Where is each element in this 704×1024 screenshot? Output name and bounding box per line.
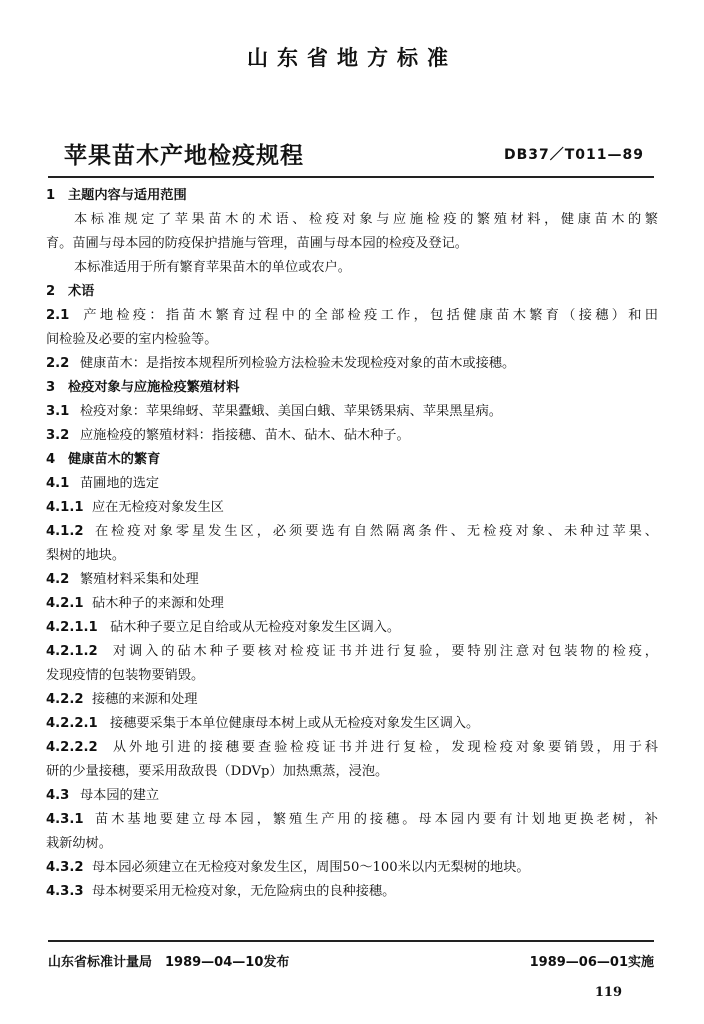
- clause-text: 砧木种子要立足自给或从无检疫对象发生区调入。: [110, 620, 401, 635]
- clause-number: 4.2.1: [46, 596, 84, 611]
- clause-text: 梨树的地块。: [46, 548, 126, 563]
- clause-text: 繁殖材料采集和处理: [80, 572, 199, 587]
- text-line: [46, 472, 658, 496]
- clause-text: 育。苗圃与母本园的防疫保护措施与管理，苗圃与母本园的检疫及登记。: [46, 236, 468, 251]
- page-number: 119: [594, 985, 622, 1000]
- clause-number: 3.1: [46, 404, 70, 419]
- clause-number: 2.1: [46, 308, 70, 323]
- clause-number: 1: [46, 188, 56, 203]
- clause-number: 4.2.2: [46, 692, 84, 707]
- clause-text: 苗木基地要建立母本园，繁殖生产用的接穗。母本园内要有计划地更换老树，补: [92, 812, 658, 827]
- standard-category-header: 山东省地方标准: [247, 46, 457, 70]
- heading-text: 检疫对象与应施检疫繁殖材料: [68, 380, 240, 395]
- clause-text: 母本树要采用无检疫对象，无危险病虫的良种接穗。: [92, 884, 396, 899]
- text-line: [46, 400, 658, 424]
- top-rule-divider: [48, 176, 654, 178]
- effective-date: 1989—06—01实施: [529, 955, 654, 970]
- clause-text: 接穗的来源和处理: [92, 692, 198, 707]
- text-line: [46, 424, 658, 448]
- clause-text: 间检验及必要的室内检验等。: [46, 332, 218, 347]
- text-line: [46, 256, 658, 280]
- heading-text: 健康苗木的繁育: [68, 452, 161, 467]
- heading-text: 主题内容与适用范围: [68, 188, 187, 203]
- text-line: [46, 304, 658, 328]
- clause-number: 4: [46, 452, 56, 467]
- document-body: [46, 184, 658, 904]
- clause-number: 3: [46, 380, 56, 395]
- text-line: [46, 640, 658, 664]
- text-line: [46, 784, 658, 808]
- clause-text: 应在无检疫对象发生区: [92, 500, 224, 515]
- clause-number: 4.1.1: [46, 500, 84, 515]
- text-line: [46, 832, 658, 856]
- text-line: [46, 736, 658, 760]
- clause-text: 母本园必须建立在无检疫对象发生区，周围50～100米以内无梨树的地块。: [92, 860, 530, 875]
- text-line: [46, 352, 658, 376]
- issuer-release-date: 山东省标准计量局 1989—04—10发布: [48, 955, 290, 970]
- clause-number: 4.3.2: [46, 860, 84, 875]
- clause-text: 砧木种子的来源和处理: [92, 596, 224, 611]
- text-line: [46, 712, 658, 736]
- clause-number: 4.2: [46, 572, 70, 587]
- text-line: [46, 808, 658, 832]
- clause-text: 本标准规定了苹果苗木的术语、检疫对象与应施检疫的繁殖材料，健康苗木的繁: [74, 212, 658, 227]
- document-title: 苹果苗木产地检疫规程: [64, 143, 304, 169]
- text-line: [46, 592, 658, 616]
- clause-number: 4.3: [46, 788, 70, 803]
- clause-number: 3.2: [46, 428, 70, 443]
- clause-number: 4.2.2.2: [46, 740, 98, 755]
- clause-text: 产地检疫：指苗木繁育过程中的全部检疫工作，包括健康苗木繁育（接穗）和田: [80, 308, 658, 323]
- section-heading: [46, 280, 658, 304]
- clause-text: 对调入的砧木种子要核对检疫证书并进行复验，要特别注意对包装物的检疫，: [110, 644, 658, 659]
- heading-text: 术语: [68, 284, 95, 299]
- clause-text: 健康苗木：是指按本规程所列检验方法检验未发现检疫对象的苗木或接穗。: [80, 356, 516, 371]
- text-line: [46, 208, 658, 232]
- text-line: [46, 544, 658, 568]
- clause-text: 从外地引进的接穗要查验检疫证书并进行复检，发现检疫对象要销毁，用于科: [110, 740, 658, 755]
- text-line: [46, 688, 658, 712]
- bottom-rule-divider: [48, 940, 654, 942]
- clause-text: 苗圃地的选定: [80, 476, 160, 491]
- clause-text: 在检疫对象零星发生区，必须要选有自然隔离条件、无检疫对象、未种过苹果、: [92, 524, 658, 539]
- text-line: [46, 520, 658, 544]
- text-line: [46, 880, 658, 904]
- clause-number: 4.2.2.1: [46, 716, 98, 731]
- text-line: [46, 496, 658, 520]
- text-line: [46, 856, 658, 880]
- clause-number: 4.3.3: [46, 884, 84, 899]
- section-heading: [46, 376, 658, 400]
- clause-text: 栽新幼树。: [46, 836, 112, 851]
- text-line: [46, 664, 658, 688]
- document-code: DB37／T011—89: [503, 147, 644, 163]
- clause-text: 应施检疫的繁殖材料：指接穗、苗木、砧木、砧木种子。: [80, 428, 410, 443]
- clause-text: 接穗要采集于本单位健康母本树上或从无检疫对象发生区调入。: [110, 716, 480, 731]
- text-line: [46, 760, 658, 784]
- text-line: [46, 616, 658, 640]
- clause-number: 4.2.1.2: [46, 644, 98, 659]
- section-heading: [46, 184, 658, 208]
- clause-text: 本标准适用于所有繁育苹果苗木的单位或农户。: [74, 260, 351, 275]
- clause-number: 4.1: [46, 476, 70, 491]
- clause-number: 2: [46, 284, 56, 299]
- text-line: [46, 568, 658, 592]
- clause-number: 4.3.1: [46, 812, 84, 827]
- clause-text: 发现疫情的包装物要销毁。: [46, 668, 205, 683]
- clause-text: 研的少量接穗，要采用敌敌畏（DDVp）加热熏蒸，浸泡。: [46, 764, 389, 779]
- clause-number: 4.1.2: [46, 524, 84, 539]
- clause-text: 母本园的建立: [80, 788, 160, 803]
- clause-number: 4.2.1.1: [46, 620, 98, 635]
- section-heading: [46, 448, 658, 472]
- text-line: [46, 328, 658, 352]
- clause-number: 2.2: [46, 356, 70, 371]
- clause-text: 检疫对象：苹果绵蚜、苹果蠹蛾、美国白蛾、苹果锈果病、苹果黑星病。: [80, 404, 502, 419]
- text-line: [46, 232, 658, 256]
